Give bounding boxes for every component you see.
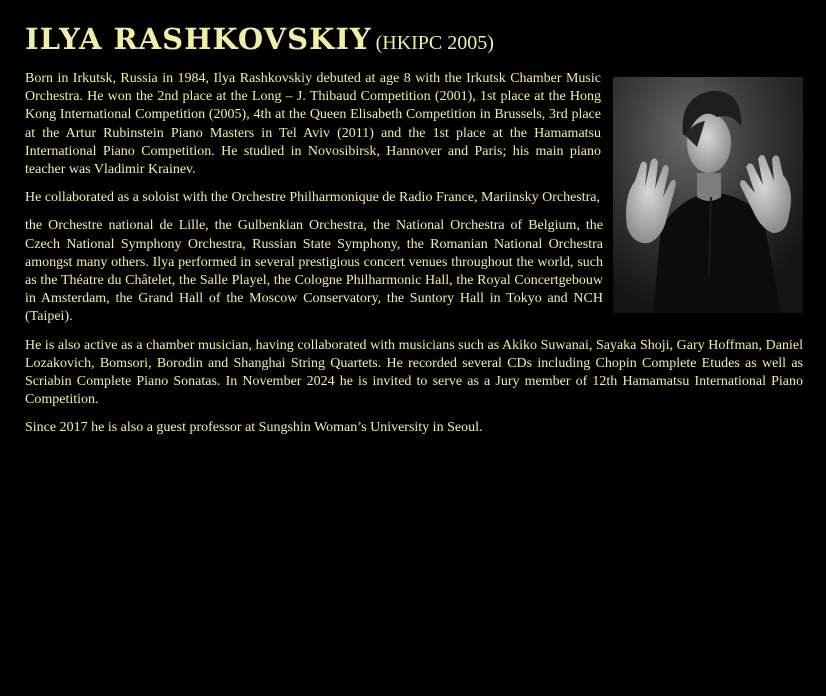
bio-paragraph-2: He collaborated as a soloist with the Orchestre Philharmonique de Radio France, Mariinsky Orchestra, bbox=[25, 190, 601, 206]
photo-float-spacer bbox=[603, 217, 803, 313]
biography bbox=[25, 70, 803, 448]
bio-paragraph-3: the Orchestre national de Lille, the Gulbenkian Orchestra, the National Orchestra of Belgium, the Czech National Symphony Orchestra, Russian State Symphony, the Romanian National Orchestra amongst many others. Ilya performed in several prestigious concert venues throughout the world, such as the Théatre du Châtelet, the Salle Playel, the Cologne Philharmonic Hall, the Royal Concertgebouw in Amsterdam, the Grand Hall of the Moscow Conservatory, the Suntory Hall in Tokyo and NCH (Taipei). bbox=[25, 217, 803, 326]
page-title bbox=[25, 22, 494, 56]
artist-name: ILYA RASHKOVSKIY bbox=[25, 22, 372, 56]
artist-subtitle: (HKIPC 2005) bbox=[375, 32, 494, 54]
bio-paragraph-1: Born in Irkutsk, Russia in 1984, Ilya Rashkovskiy debuted at age 8 with the Irkutsk Chamber Music Orchestra. He won the 2nd place at the Long – J. Thibaud Competition (2001), 1st place at the Hong Kong International Competition (2005), 4th at the Queen Elisabeth Competition in Brussels, 3rd place at the Artur Rubinstein Piano Masters in Tel Aviv (2011) and the 1st place at the Hamamatsu International Piano Competition. He studied in Novosibirsk, Hannover and Paris; his main piano teacher was Vladimir Krainev. bbox=[25, 71, 601, 178]
bio-paragraph-4: He is also active as a chamber musician, having collaborated with musicians such as Akiko Suwanai, Sayaka Shoji, Gary Hoffman, Daniel Lozakovich, Bomsori, Borodin and Shanghai String Quartets. He recorded several CDs including Chopin Complete Etudes as well as Scriabin Complete Piano Sonatas. In November 2024 he is invited to serve as a Jury member of 12th Hamamatsu International Piano Competition. bbox=[25, 337, 803, 408]
bio-paragraph-5: Since 2017 he is also a guest professor at Sungshin Woman’s University in Seoul. bbox=[25, 420, 483, 436]
